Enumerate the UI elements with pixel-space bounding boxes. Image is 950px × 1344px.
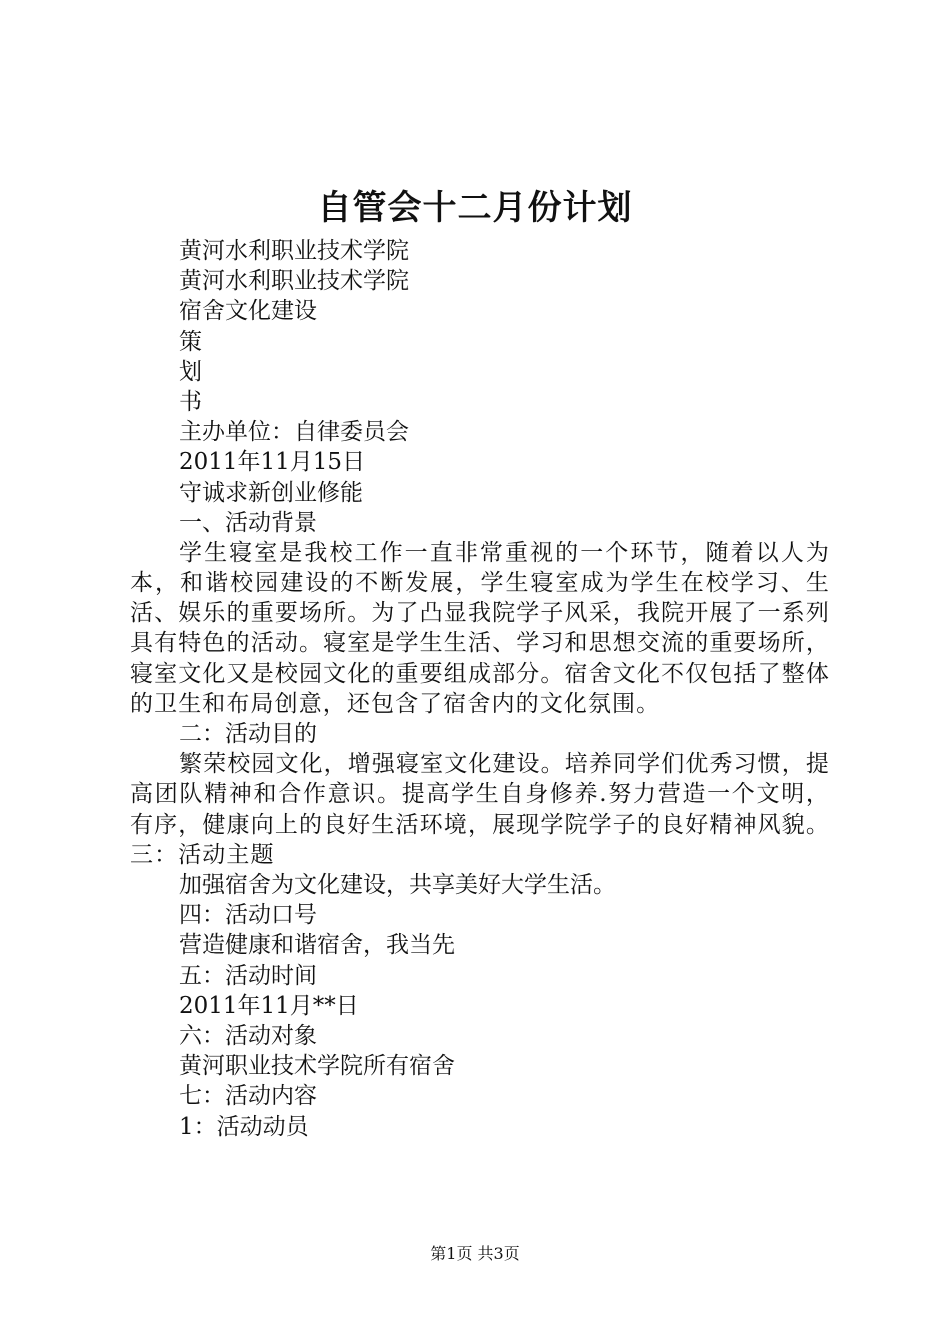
text-line: 宿舍文化建设 — [179, 298, 317, 325]
organizer-line: 主办单位：自律委员会 — [179, 419, 409, 446]
purpose-paragraph: 繁荣校园文化，增强寝室文化建设。培养同学们优秀习惯，提高团队精神和合作意识。提高学生自身修养.努力营造一个文明，有序，健康向上的良好生活环境，展现学院学子的良好精神风貌。三：活动主题 — [130, 751, 830, 868]
section-heading: 五：活动时间 — [179, 962, 317, 989]
text-line: 策 — [179, 328, 202, 355]
page-footer: 第1页 共3页 — [430, 1244, 520, 1263]
text-line: 划 — [179, 358, 202, 385]
section-heading: 六：活动对象 — [179, 1023, 317, 1050]
text-line: 黄河职业技术学院所有宿舍 — [179, 1053, 455, 1080]
section-heading: 二：活动目的 — [179, 721, 317, 748]
document-title: 自管会十二月份计划 — [317, 188, 633, 228]
section-heading: 七：活动内容 — [179, 1083, 317, 1110]
text-line: 书 — [179, 388, 202, 415]
text-line: 2011年11月**日 — [179, 992, 359, 1019]
text-line: 1：活动动员 — [179, 1113, 309, 1140]
section-heading: 四：活动口号 — [179, 902, 317, 929]
background-paragraph: 学生寝室是我校工作一直非常重视的一个环节，随着以人为本，和谐校园建设的不断发展，学生寝室成为学生在校学习、生活、娱乐的重要场所。为了凸显我院学子风采，我院开展了一系列具有特色的活动。寝室是学生生活、学习和思想交流的重要场所，寝室文化又是校园文化的重要组成部分。宿舍文化不仅包括了整体的卫生和布局创意，还包含了宿舍内的文化氛围。 — [130, 539, 830, 717]
document-body — [130, 236, 830, 1142]
date-line: 2011年11月15日 — [179, 449, 366, 476]
motto-line: 守诚求新创业修能 — [179, 479, 363, 506]
section-heading: 一、活动背景 — [179, 509, 317, 536]
text-line: 加强宿舍为文化建设，共享美好大学生活。 — [179, 872, 616, 899]
text-line: 黄河水利职业技术学院 — [179, 268, 409, 295]
text-line: 黄河水利职业技术学院 — [179, 238, 409, 264]
text-line: 营造健康和谐宿舍，我当先 — [179, 932, 455, 959]
